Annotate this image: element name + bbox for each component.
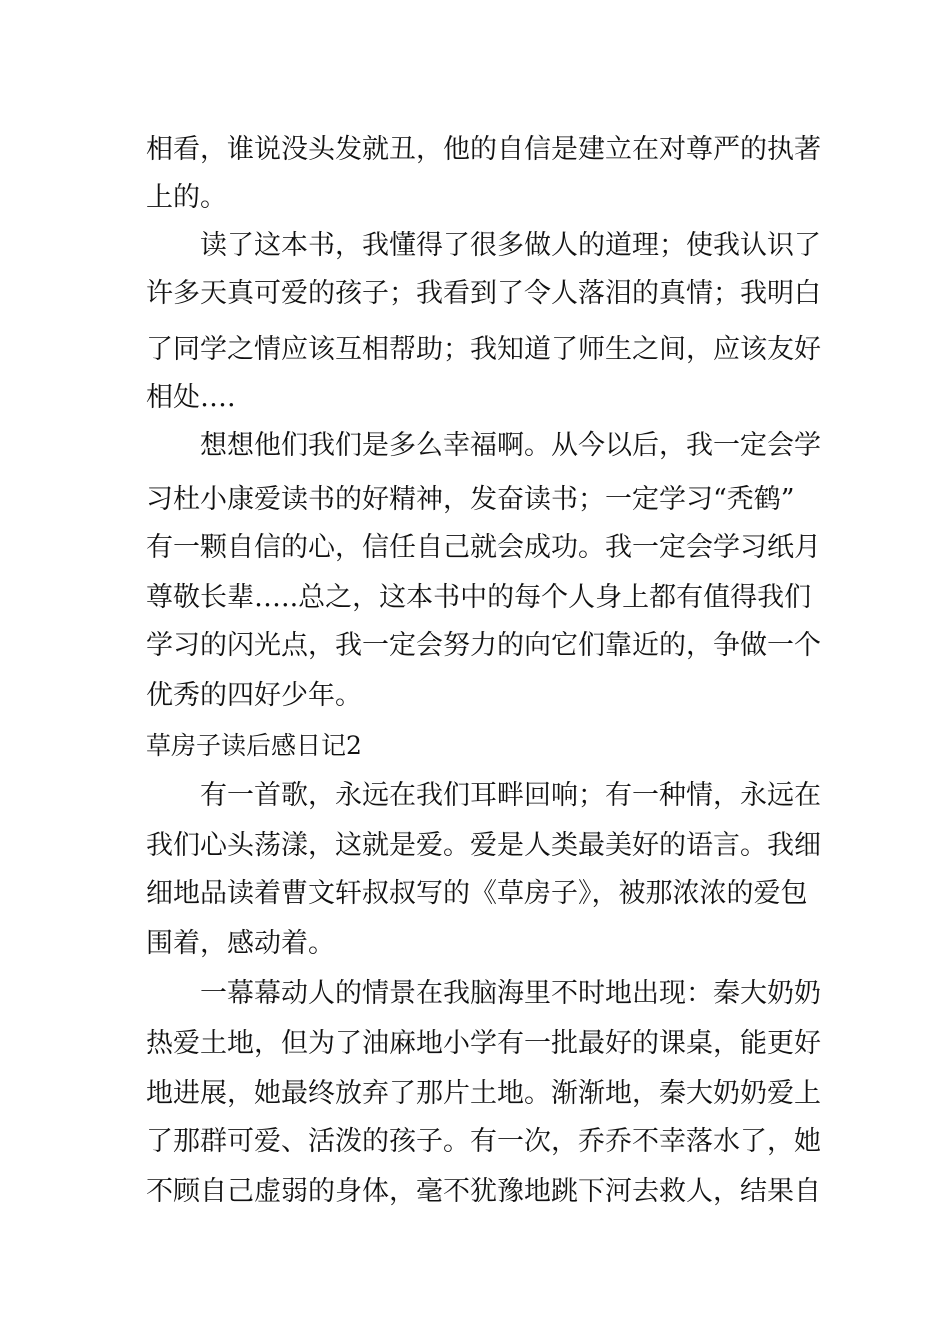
text-line: 围着，感动着。 bbox=[146, 928, 335, 959]
text-line: 习杜小康爱读书的好精神，发奋读书；一定学习“秃鹤” bbox=[146, 484, 795, 515]
text-line: 上的。 bbox=[146, 182, 227, 213]
section-heading: 草房子读后感日记2 bbox=[146, 731, 362, 760]
paragraph-start-line: 有一首歌，永远在我们耳畔回响；有一种情，永远在 bbox=[200, 780, 821, 811]
text-line: 不顾自己虚弱的身体，毫不犹豫地跳下河去救人，结果自 bbox=[146, 1176, 821, 1207]
text-line: 尊敬长辈…..总之，这本书中的每个人身上都有值得我们 bbox=[146, 582, 812, 613]
text-line: 相处…. bbox=[146, 382, 236, 413]
text-line: 地进展，她最终放弃了那片土地。渐渐地，秦大奶奶爱上 bbox=[146, 1078, 821, 1109]
text-line: 了同学之情应该互相帮助；我知道了师生之间，应该友好 bbox=[146, 334, 821, 365]
text-line: 许多天真可爱的孩子；我看到了令人落泪的真情；我明白 bbox=[146, 278, 821, 309]
paragraph-start-line: 想想他们我们是多么幸福啊。从今以后，我一定会学 bbox=[200, 430, 821, 461]
text-line: 优秀的四好少年。 bbox=[146, 680, 362, 711]
text-line: 学习的闪光点，我一定会努力的向它们靠近的，争做一个 bbox=[146, 630, 821, 661]
text-line: 了那群可爱、活泼的孩子。有一次，乔乔不幸落水了，她 bbox=[146, 1126, 821, 1157]
text-line: 细地品读着曹文轩叔叔写的《草房子》，被那浓浓的爱包 bbox=[146, 878, 808, 909]
paragraph-start-line: 读了这本书，我懂得了很多做人的道理；使我认识了 bbox=[200, 230, 821, 261]
text-line: 热爱土地，但为了油麻地小学有一批最好的课桌，能更好 bbox=[146, 1028, 821, 1059]
text-line: 相看，谁说没头发就丑，他的自信是建立在对尊严的执著 bbox=[146, 134, 821, 165]
text-line: 有一颗自信的心，信任自己就会成功。我一定会学习纸月 bbox=[146, 532, 821, 563]
paragraph-start-line: 一幕幕动人的情景在我脑海里不时地出现：秦大奶奶 bbox=[200, 978, 821, 1009]
text-line: 我们心头荡漾，这就是爱。爱是人类最美好的语言。我细 bbox=[146, 830, 821, 861]
